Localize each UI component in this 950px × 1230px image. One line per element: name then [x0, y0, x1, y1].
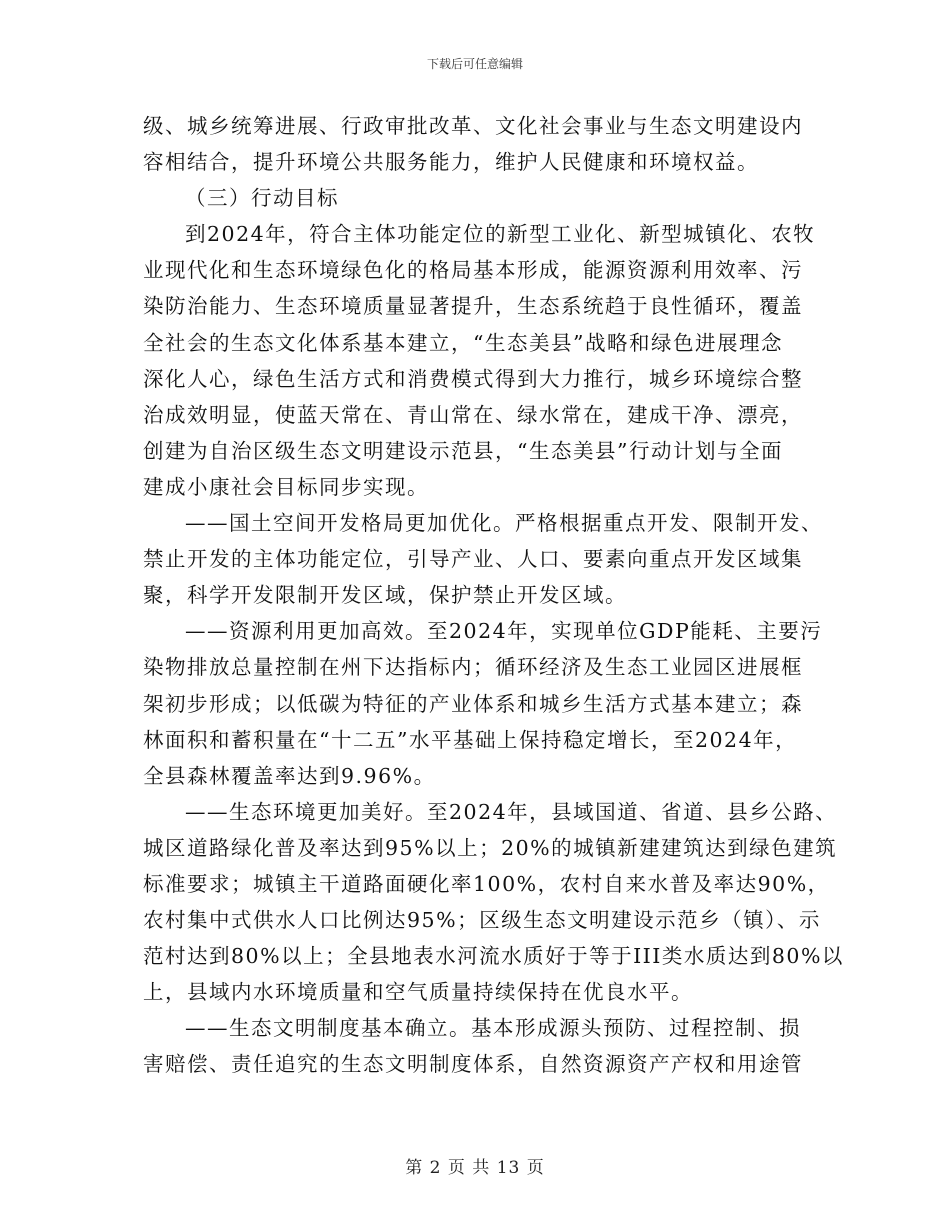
paragraph-line: 染物排放总量控制在州下达指标内；循环经济及生态工业园区进展框 [143, 655, 803, 680]
page-header-note: 下载后可任意编辑 [426, 57, 523, 71]
paragraph-line: 标准要求；城镇主干道路面硬化率100%，农村自来水普及率达90%， [143, 871, 830, 896]
paragraph-line: 范村达到80%以上；全县地表水河流水质好于等于III类水质达到80%以 [143, 944, 844, 969]
paragraph-line: 深化人心，绿色生活方式和消费模式得到大力推行，城乡环境综合整 [143, 366, 803, 391]
paragraph-line: 聚，科学开发限制开发区域，保护禁止开发区域。 [143, 583, 627, 608]
paragraph-line: 架初步形成；以低碳为特征的产业体系和城乡生活方式基本建立；森 [143, 691, 803, 716]
paragraph-line: 农村集中式供水人口比例达95%；区级生态文明建设示范乡（镇）、示 [143, 908, 821, 933]
paragraph-line: 害赔偿、责任追究的生态文明制度体系，自然资源资产产权和用途管 [143, 1052, 803, 1077]
page-number-footer: 第 2 页 共 13 页 [405, 1158, 545, 1178]
paragraph-line: ——生态环境更加美好。至2024年，县域国道、省道、县乡公路、 [185, 799, 838, 824]
paragraph-line: 建成小康社会目标同步实现。 [143, 474, 429, 499]
paragraph-line: ——资源利用更加高效。至2024年，实现单位GDP能耗、主要污 [185, 619, 823, 644]
paragraph-line: 到2024年，符合主体功能定位的新型工业化、新型城镇化、农牧 [185, 222, 816, 247]
paragraph-line: 容相结合，提升环境公共服务能力，维护人民健康和环境权益。 [143, 150, 759, 175]
document-body [143, 108, 844, 1083]
paragraph-line: 林面积和蓄积量在“十二五”水平基础上保持稳定增长，至2024年， [143, 727, 798, 752]
paragraph-line: 级、城乡统筹进展、行政审批改革、文化社会事业与生态文明建设内 [143, 114, 803, 138]
paragraph-line: ——国土空间开发格局更加优化。严格根据重点开发、限制开发、 [185, 511, 823, 536]
paragraph-line: 治成效明显，使蓝天常在、青山常在、绿水常在，建成干净、漂亮， [143, 402, 803, 427]
paragraph-line: 禁止开发的主体功能定位，引导产业、人口、要素向重点开发区域集 [143, 547, 803, 572]
paragraph-line: 创建为自治区级生态文明建设示范县，“生态美县”行动计划与全面 [143, 438, 783, 463]
paragraph-line: ——生态文明制度基本确立。基本形成源头预防、过程控制、损 [185, 1016, 801, 1041]
paragraph-line: 染防治能力、生态环境质量显著提升，生态系统趋于良性循环，覆盖 [143, 294, 803, 319]
paragraph-line: 城区道路绿化普及率达到95%以上；20%的城镇新建建筑达到绿色建筑 [143, 835, 838, 860]
section-heading: （三）行动目标 [185, 186, 339, 211]
paragraph-line: 全县森林覆盖率达到9.96%。 [143, 763, 436, 788]
paragraph-line: 上，县域内水环境质量和空气质量持续保持在优良水平。 [143, 980, 693, 1005]
paragraph-line: 业现代化和生态环境绿色化的格局基本形成，能源资源利用效率、污 [143, 258, 803, 283]
paragraph-line: 全社会的生态文化体系基本建立，“生态美县”战略和绿色进展理念 [143, 330, 783, 355]
